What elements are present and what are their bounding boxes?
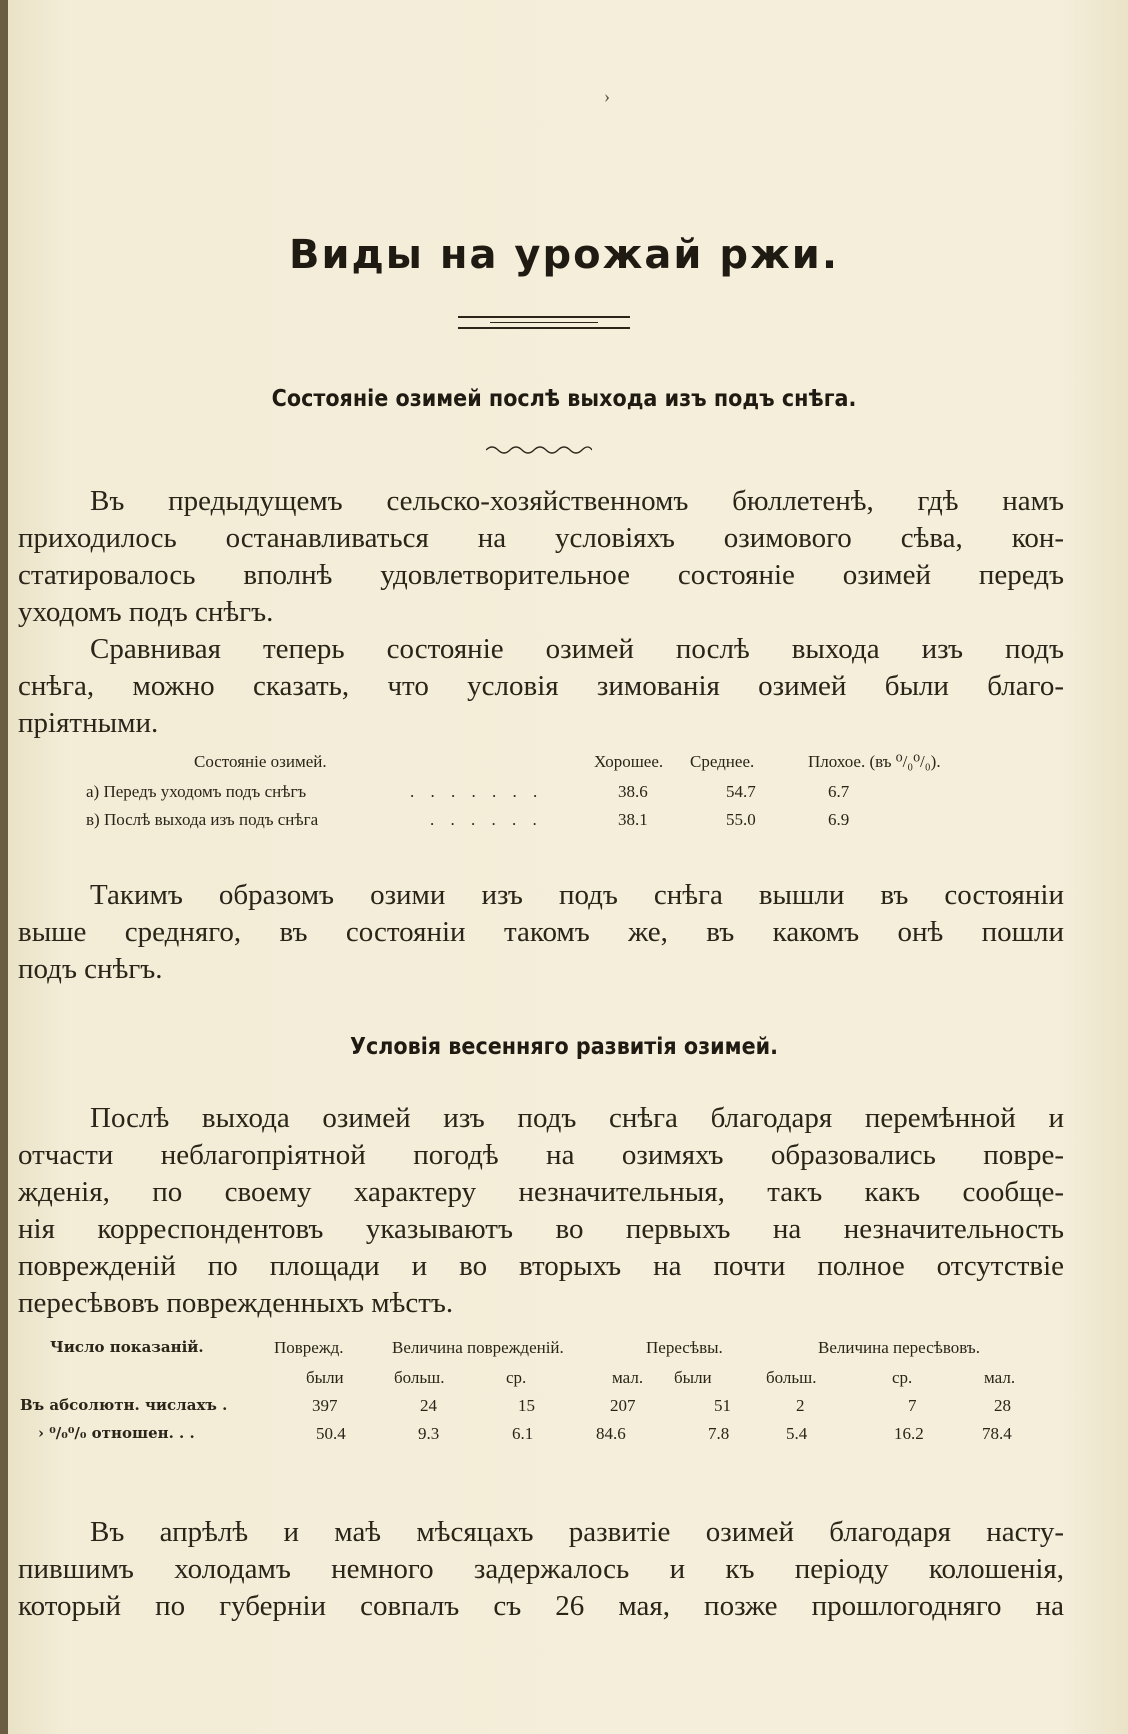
page-title: Виды на урожай ржи. — [288, 232, 840, 278]
table-header-condition: Состояніе озимей. — [194, 752, 327, 771]
table-cell: 78.4 — [982, 1424, 1012, 1443]
table-header-good: Хорошее. — [594, 752, 664, 771]
table-cell: 7.8 — [708, 1424, 730, 1443]
table-header-reports: Число показаній. — [50, 1338, 204, 1356]
table-cell: 16.2 — [894, 1424, 924, 1443]
page-mark: › — [604, 86, 610, 106]
title-rule-bottom — [458, 327, 630, 329]
text-line: Въ апрѣлѣ и маѣ мѣсяцахъ развитіе озимей благодаря насту- — [90, 1516, 1064, 1548]
table-row-label: в) Послѣ выхода изъ подъ снѣга — [86, 810, 319, 829]
text-line: Такимъ образомъ озими изъ подъ снѣга вышли въ состояніи — [90, 879, 1064, 911]
table-header-average: Среднее. — [690, 752, 755, 771]
table-cell: 207 — [610, 1396, 636, 1415]
table-subheader: больш. — [394, 1368, 445, 1387]
table-cell: 28 — [994, 1396, 1011, 1415]
table-cell-poor: 6.9 — [828, 810, 850, 829]
table-cell: 15 — [518, 1396, 535, 1415]
text-line: который по губерніи совпалъ съ 26 мая, позже прошлогодняго на — [18, 1590, 1064, 1622]
table-cell-average: 55.0 — [726, 810, 756, 829]
text-line: пившимъ холодамъ немного задержалось и къ періоду колошенія, — [18, 1553, 1064, 1585]
title-rule-middle — [490, 322, 598, 323]
table-subheader: мал. — [984, 1368, 1016, 1387]
table-cell: 5.4 — [786, 1424, 808, 1443]
table-cell: 50.4 — [316, 1424, 346, 1443]
ornament-squiggle — [486, 444, 592, 456]
text-line: подъ снѣгъ. — [18, 953, 163, 985]
text-line: выше средняго, въ состояніи такомъ же, въ какомъ онѣ пошли — [18, 916, 1064, 948]
table-cell: 397 — [312, 1396, 338, 1415]
text-line: поврежденій по площади и во вторыхъ на почти полное отсутствіе — [18, 1250, 1064, 1282]
table-header-resowing-size: Величина пересѣвовъ. — [818, 1338, 980, 1357]
table-header-damage-size: Величина поврежденій. — [392, 1338, 564, 1357]
table-row-dots: . . . . . . — [430, 810, 543, 829]
section2-paragraph-2 — [18, 1514, 1064, 1625]
text-line: пересѣвовъ поврежденныхъ мѣстъ. — [18, 1287, 454, 1319]
table-row-label: а) Передъ уходомъ подъ снѣгъ — [86, 782, 307, 801]
table-cell: 6.1 — [512, 1424, 534, 1443]
table-cell: 2 — [796, 1396, 805, 1415]
table-subheader: были — [674, 1368, 712, 1387]
table-cell-average: 54.7 — [726, 782, 756, 801]
damage-statistics-table — [0, 1338, 1128, 1448]
table-subheader: мал. — [612, 1368, 644, 1387]
table-cell: 84.6 — [596, 1424, 626, 1443]
text-line: снѣга, можно сказать, что условія зимованія озимей были благо- — [18, 670, 1064, 702]
text-line: отчасти неблагопріятной погодѣ на озимяхъ образовались повре- — [18, 1139, 1064, 1171]
table-cell-poor: 6.7 — [828, 782, 850, 801]
table-cell: 51 — [714, 1396, 731, 1415]
winter-crops-condition-table — [0, 752, 1128, 832]
text-line: Въ предыдущемъ сельско-хозяйственномъ бюллетенѣ, гдѣ намъ — [90, 485, 1064, 517]
text-line: Послѣ выхода озимей изъ подъ снѣга благодаря перемѣнной и — [90, 1102, 1064, 1134]
table-row-dots: . . . . . . . — [410, 782, 544, 801]
table-row-label: › ⁰/₀⁰/₀ отношен. . . — [38, 1424, 195, 1442]
section2-heading: Условія весенняго развитія озимей. — [349, 1034, 778, 1060]
table-subheader: ср. — [506, 1368, 527, 1387]
table-cell-good: 38.1 — [618, 810, 648, 829]
text-line: жденія, по своему характеру незначительныя, такъ какъ сообще- — [18, 1176, 1064, 1208]
table-cell-good: 38.6 — [618, 782, 648, 801]
table-cell: 24 — [420, 1396, 437, 1415]
table-cell: 9.3 — [418, 1424, 440, 1443]
section1-paragraph-3 — [18, 877, 1064, 988]
text-line: пріятными. — [18, 707, 159, 739]
text-line: приходилось останавливаться на условіяхъ озимового сѣва, кон- — [18, 522, 1064, 554]
section2-paragraph-1 — [18, 1100, 1064, 1322]
text-line: статировалось вполнѣ удовлетворительное состояніе озимей передъ — [18, 559, 1064, 591]
text-line: Сравнивая теперь состояніе озимей послѣ выхода изъ подъ — [90, 633, 1064, 665]
table-subheader: были — [306, 1368, 344, 1387]
table-header-resowing: Пересѣвы. — [646, 1338, 723, 1357]
text-line: нія корреспондентовъ указываютъ во первыхъ на незначительность — [18, 1213, 1064, 1245]
table-header-damaged: Поврежд. — [274, 1338, 344, 1357]
table-subheader: ср. — [892, 1368, 913, 1387]
table-row-label: Въ абсолютн. числахъ . — [20, 1396, 228, 1414]
title-rule-top — [458, 316, 630, 318]
section1-heading: Состояніе озимей послѣ выхода изъ подъ снѣга. — [271, 386, 857, 412]
section1-paragraph-2 — [18, 631, 1064, 742]
table-cell: 7 — [908, 1396, 917, 1415]
text-line: уходомъ подъ снѣгъ. — [18, 596, 274, 628]
table-subheader: больш. — [766, 1368, 817, 1387]
section1-paragraph-1 — [18, 483, 1064, 631]
table-header-poor: Плохое. (въ ⁰/₀⁰/₀). — [808, 752, 941, 771]
